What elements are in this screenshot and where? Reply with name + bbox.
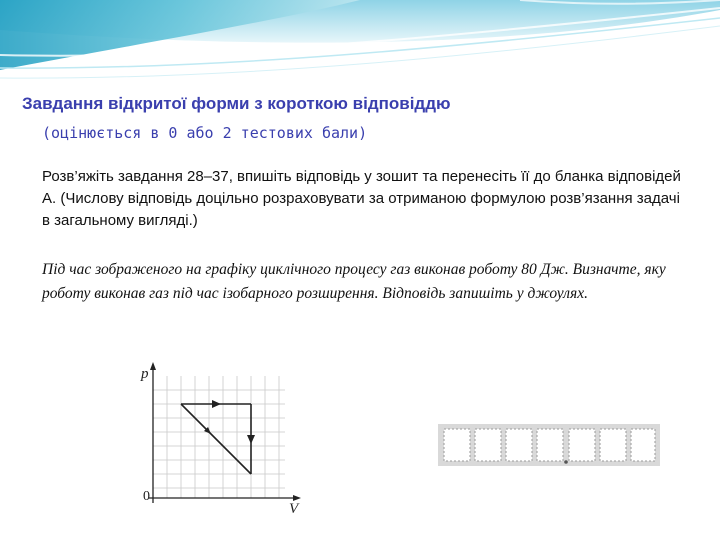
task-text: Під час зображеного на графіку циклічного процесу газ виконав роботу 80 Дж. Визначте, яку роботу виконав газ під час ізобарного розширення. Відповідь запишіть у джоулях. (42, 261, 666, 302)
y-axis-arrow (150, 362, 156, 370)
y-axis-label: p (141, 366, 149, 382)
arrow-isochoric-icon (247, 435, 255, 444)
decimal-point-icon (564, 460, 568, 464)
answer-cell[interactable] (475, 429, 501, 461)
answer-cell[interactable] (631, 429, 655, 461)
arrow-isobaric-icon (212, 400, 221, 408)
decorative-banner (0, 0, 720, 90)
instructions-text: Розв’яжіть завдання 28–37, впишіть відповідь у зошит та перенесіть її до бланка відповідей А. (Числову відповідь доцільно розраховувати за отриманою формулою розв’язання задачі в загальному вигляді.) (42, 168, 681, 229)
cycle-path (181, 404, 251, 474)
answer-cell[interactable] (506, 429, 532, 461)
answer-grid[interactable] (438, 424, 660, 466)
answer-cell[interactable] (569, 429, 595, 461)
scoring-note: (оцінюється в 0 або 2 тестових бали) (42, 124, 368, 142)
answer-cell[interactable] (444, 429, 470, 461)
answer-cell[interactable] (537, 429, 563, 461)
pv-cycle-graph (135, 358, 310, 518)
section-heading: Завдання відкритої форми з короткою відповіддю (22, 94, 451, 113)
x-axis-label: V (289, 501, 299, 517)
answer-cell[interactable] (600, 429, 626, 461)
graph-grid (153, 376, 285, 498)
origin-label: 0 (143, 489, 150, 504)
